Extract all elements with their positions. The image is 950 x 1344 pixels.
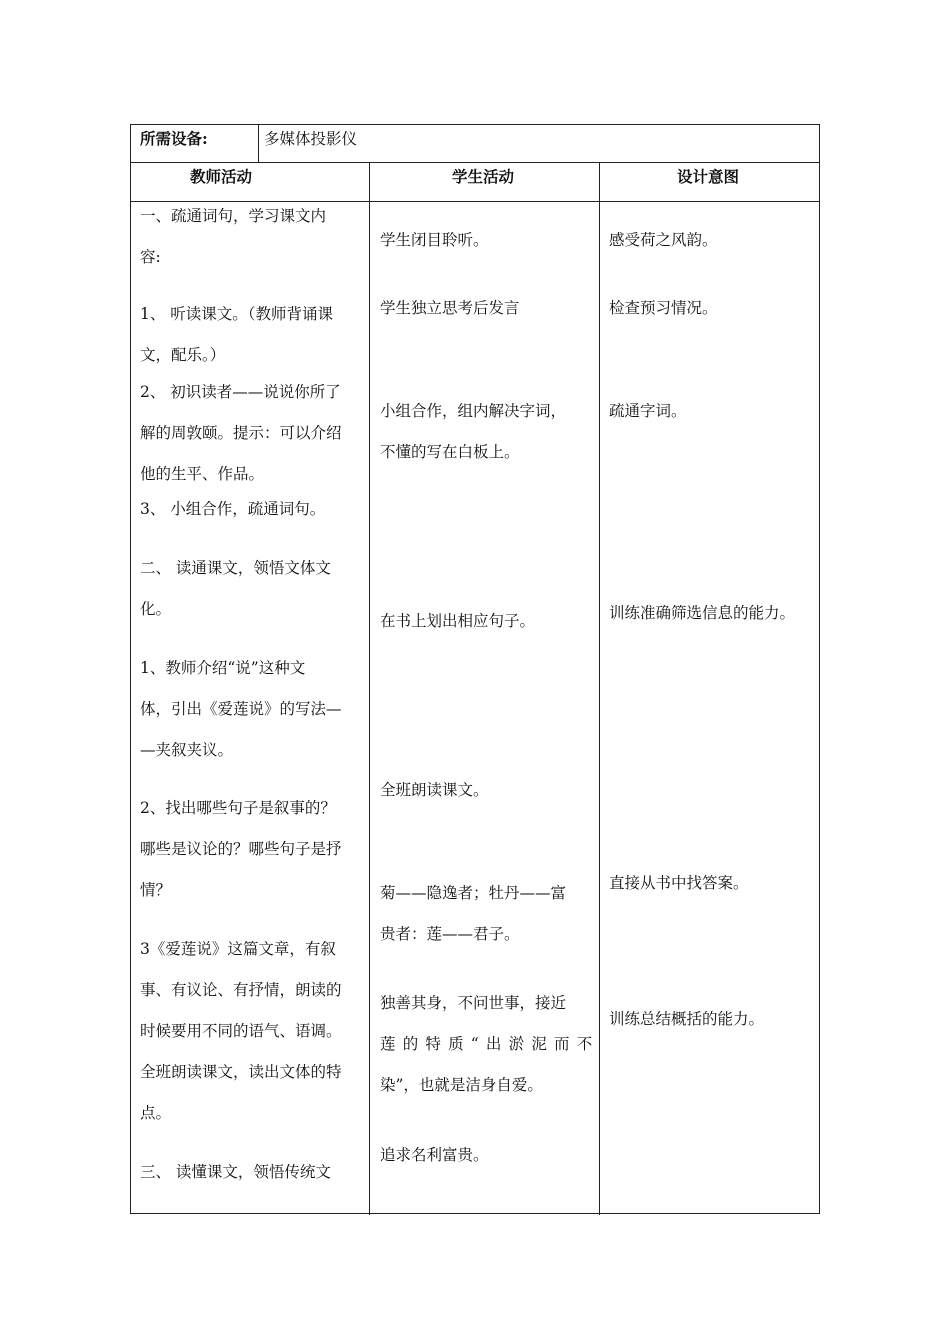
column-divider bbox=[258, 125, 259, 162]
student-line: 独善其身，不问世事，接近 bbox=[380, 994, 567, 1012]
teacher-line: 1、 听读课文。（教师背诵课 bbox=[140, 305, 334, 323]
student-line: 学生闭目聆听。 bbox=[380, 231, 489, 249]
student-line: 莲的特质“出淤泥而不 bbox=[380, 1035, 600, 1053]
header-student-activity: 学生活动 bbox=[452, 167, 515, 186]
teacher-line: 情？ bbox=[140, 881, 172, 899]
teacher-line: 体，引出《爱莲说》的写法— bbox=[140, 700, 342, 718]
intent-line: 训练总结概括的能力。 bbox=[609, 1010, 765, 1028]
student-line: 染”，也就是洁身自爱。 bbox=[380, 1076, 543, 1094]
student-line: 全班朗读课文。 bbox=[380, 781, 489, 799]
teacher-line: 文，配乐。） bbox=[140, 346, 226, 364]
intent-line: 感受荷之风韵。 bbox=[609, 231, 718, 249]
teacher-line: 2、 初识读者——说说你所了 bbox=[140, 383, 341, 401]
student-line: 在书上划出相应句子。 bbox=[380, 612, 536, 630]
teacher-line: 解的周敦颐。提示：可以介绍 bbox=[140, 424, 342, 442]
intent-line: 直接从书中找答案。 bbox=[609, 874, 749, 892]
teacher-line: 一、疏通词句，学习课文内 bbox=[140, 207, 327, 225]
student-line: 学生独立思考后发言 bbox=[380, 299, 520, 317]
column-divider bbox=[369, 162, 370, 1215]
equipment-label: 所需设备: bbox=[140, 129, 208, 148]
teacher-line: 3《爱莲说》这篇文章，有叙 bbox=[140, 940, 336, 958]
teacher-line: 容: bbox=[140, 248, 161, 266]
intent-line: 疏通字词。 bbox=[609, 402, 687, 420]
teacher-line: 化。 bbox=[140, 600, 172, 618]
header-teacher-activity: 教师活动 bbox=[190, 167, 253, 186]
equipment-value: 多媒体投影仪 bbox=[264, 130, 358, 148]
student-line: 菊——隐逸者；牡丹——富 bbox=[380, 884, 567, 902]
teacher-line: 哪些是议论的？哪些句子是抒 bbox=[140, 840, 342, 858]
teacher-line: 他的生平、作品。 bbox=[140, 465, 265, 483]
teacher-line: 全班朗读课文，读出文体的特 bbox=[140, 1063, 342, 1081]
student-line: 不懂的写在白板上。 bbox=[380, 443, 520, 461]
intent-line: 检查预习情况。 bbox=[609, 299, 718, 317]
row-divider bbox=[131, 162, 819, 163]
teacher-line: 点。 bbox=[140, 1104, 172, 1122]
row-divider bbox=[131, 201, 819, 202]
column-divider bbox=[599, 162, 600, 1215]
student-line: 小组合作，组内解决字词， bbox=[380, 402, 567, 420]
teacher-line: 三、 读懂课文，领悟传统文 bbox=[140, 1163, 331, 1181]
header-design-intent: 设计意图 bbox=[677, 167, 740, 186]
teacher-line: 2、找出哪些句子是叙事的？ bbox=[140, 799, 336, 817]
teacher-line: 二、 读通课文，领悟文体文 bbox=[140, 559, 331, 577]
teacher-line: 1、教师介绍“说”这种文 bbox=[140, 659, 306, 677]
teacher-line: —夹叙夹议。 bbox=[140, 741, 234, 759]
student-line: 贵者：莲——君子。 bbox=[380, 925, 520, 943]
teacher-line: 3、 小组合作，疏通词句。 bbox=[140, 500, 326, 518]
teacher-line: 事、有议论、有抒情，朗读的 bbox=[140, 981, 342, 999]
teacher-line: 时候要用不同的语气、语调。 bbox=[140, 1022, 342, 1040]
student-line: 追求名利富贵。 bbox=[380, 1146, 489, 1164]
intent-line: 训练准确筛选信息的能力。 bbox=[609, 604, 796, 622]
